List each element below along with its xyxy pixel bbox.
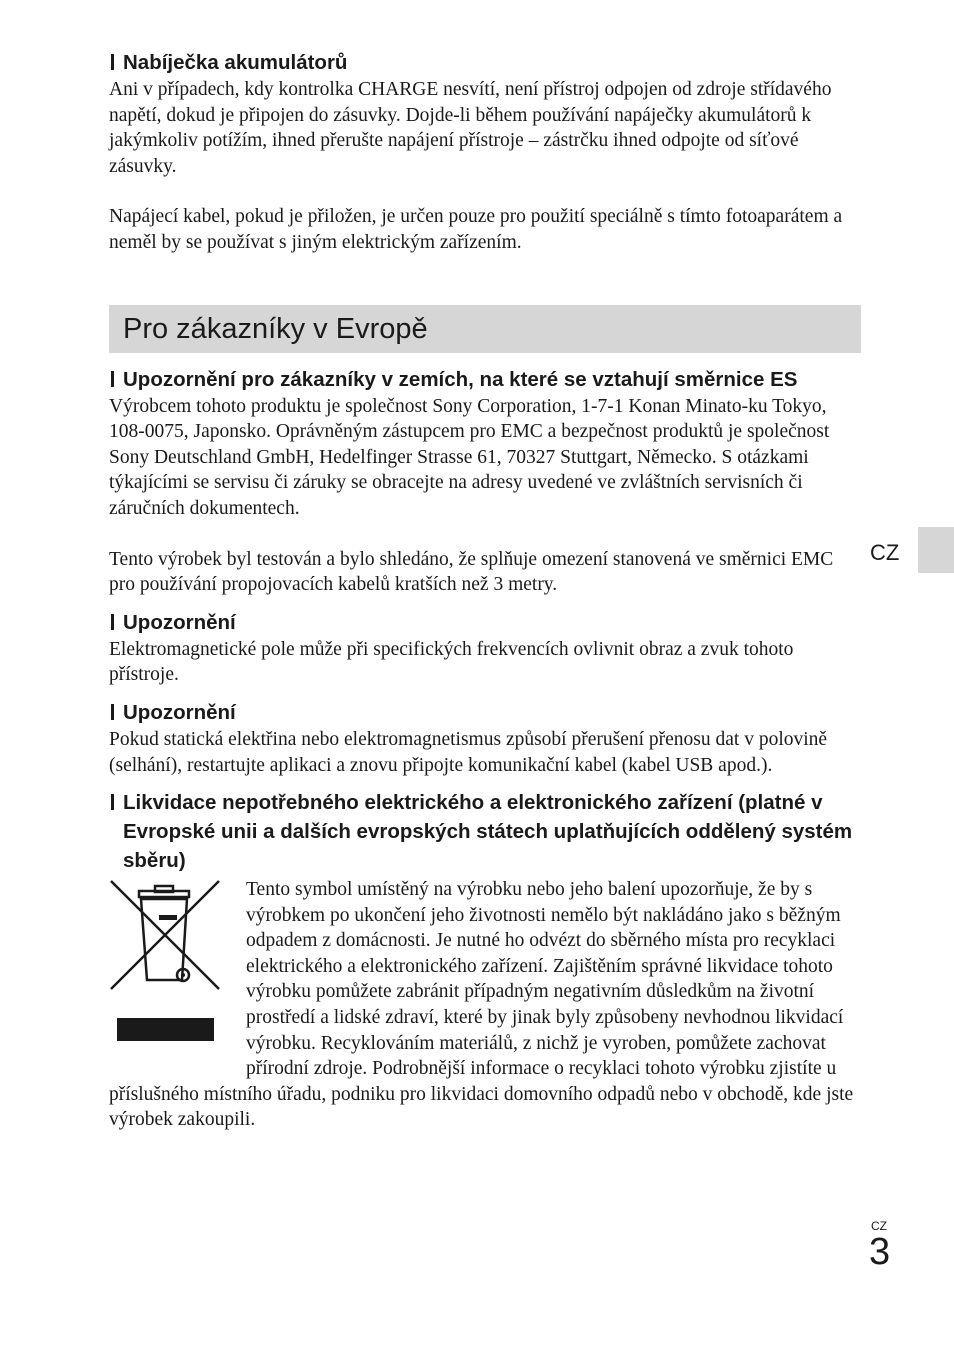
weee-block [109,877,861,1133]
eu-notice-paragraph-1: Výrobcem tohoto produktu je společnost Sony Corporation, 1-7-1 Konan Minato-ku Tokyo, 108-0075, Japonsko. Oprávněným zástupcem pro EMC a bezpečnost produktů je společnost Sony Deutschland GmbH, Hedelfinger Strasse 61, 70327 Stuttgart, Německo. S otázkami týkajícími se servisu či záruky se obracejte na adresy uvedené ve zvláštních servisních či záručních dokumentech. [109,395,830,519]
page-content [109,48,861,1133]
section-band-europe: Pro zákazníky v Evropě [109,305,861,353]
section-heading-charger: Nabíječka akumulátorů [109,48,861,77]
page-number: 3 [869,1231,891,1273]
charger-paragraph-2: Napájecí kabel, pokud je přiložen, je určen pouze pro použití speciálně s tímto fotoaparátem a neměl by se používat s jiným elektrickým zařízením. [109,206,843,253]
section-heading-notice-2: Upozornění [109,698,861,727]
page-language-code: CZ [871,1219,887,1233]
eu-notice-paragraph-2: Tento výrobek byl testován a bylo shledáno, že splňuje omezení stanovená ve směrnici EMC pro používání propojovacích kabelů kratších než 3 metry. [109,548,834,596]
language-tab-marker [918,527,954,573]
notice-2-paragraph: Pokud statická elektřina nebo elektromagnetismus způsobí přerušení přenosu dat v polovině (selhání), restartujte aplikaci a znovu připojte komunikační kabel (kabel USB apod.). [109,728,828,776]
section-heading-weee: Likvidace nepotřebného elektrického a elektronického zařízení (platné v Evropské unii a dalších evropských státech uplatňujících oddělený systém sběru) [109,788,861,875]
section-heading-notice-1: Upozornění [109,608,861,637]
notice-1-paragraph: Elektromagnetické pole může při specifických frekvencích ovlivnit obraz a zvuk tohoto přístroje. [109,638,794,686]
charger-paragraph-1: Ani v případech, kdy kontrolka CHARGE nesvítí, není přístroj odpojen od zdroje střídavého napětí, dokud je připojen do zásuvky. Dojde-li během používání napáječky akumulátorů k jakýmkoliv potížím, ihned přerušte napájení přístroje – zástrčku ihned odpojte od síťové zásuvky. [109,79,832,177]
language-tab-label: CZ [870,540,900,565]
section-heading-eu-notice: Upozornění pro zákazníky v zemích, na které se vztahují směrnice ES [109,365,861,394]
crossed-out-wheelie-bin-icon [109,877,225,1075]
weee-paragraph-text: Tento symbol umístěný na výrobku nebo jeho balení upozorňuje, že by s výrobkem po ukončení jeho životnosti nemělo být nakládáno jako s běžným odpadem z domácnosti. Je nutné ho odvézt do sběrného místa pro recyklaci elektrického a elektronického zařízení. Zajištěním správné likvidace tohoto výrobku pomůžete zabránit případným negativním důsledkům na životní prostředí a lidské zdraví, které by jinak byly způsobeny nevhodnou likvidací výrobku. Recyklováním materiálů, z nichž je vyroben, pomůžete zachovat přírodní zdroje. Podrobnější informace o recyklaci tohoto výrobku zjistíte u příslušného místního úřadu, podniku pro likvidaci domovního odpadů nebo v obchodě, kde jste výrobek zakoupili. [109,879,854,1131]
